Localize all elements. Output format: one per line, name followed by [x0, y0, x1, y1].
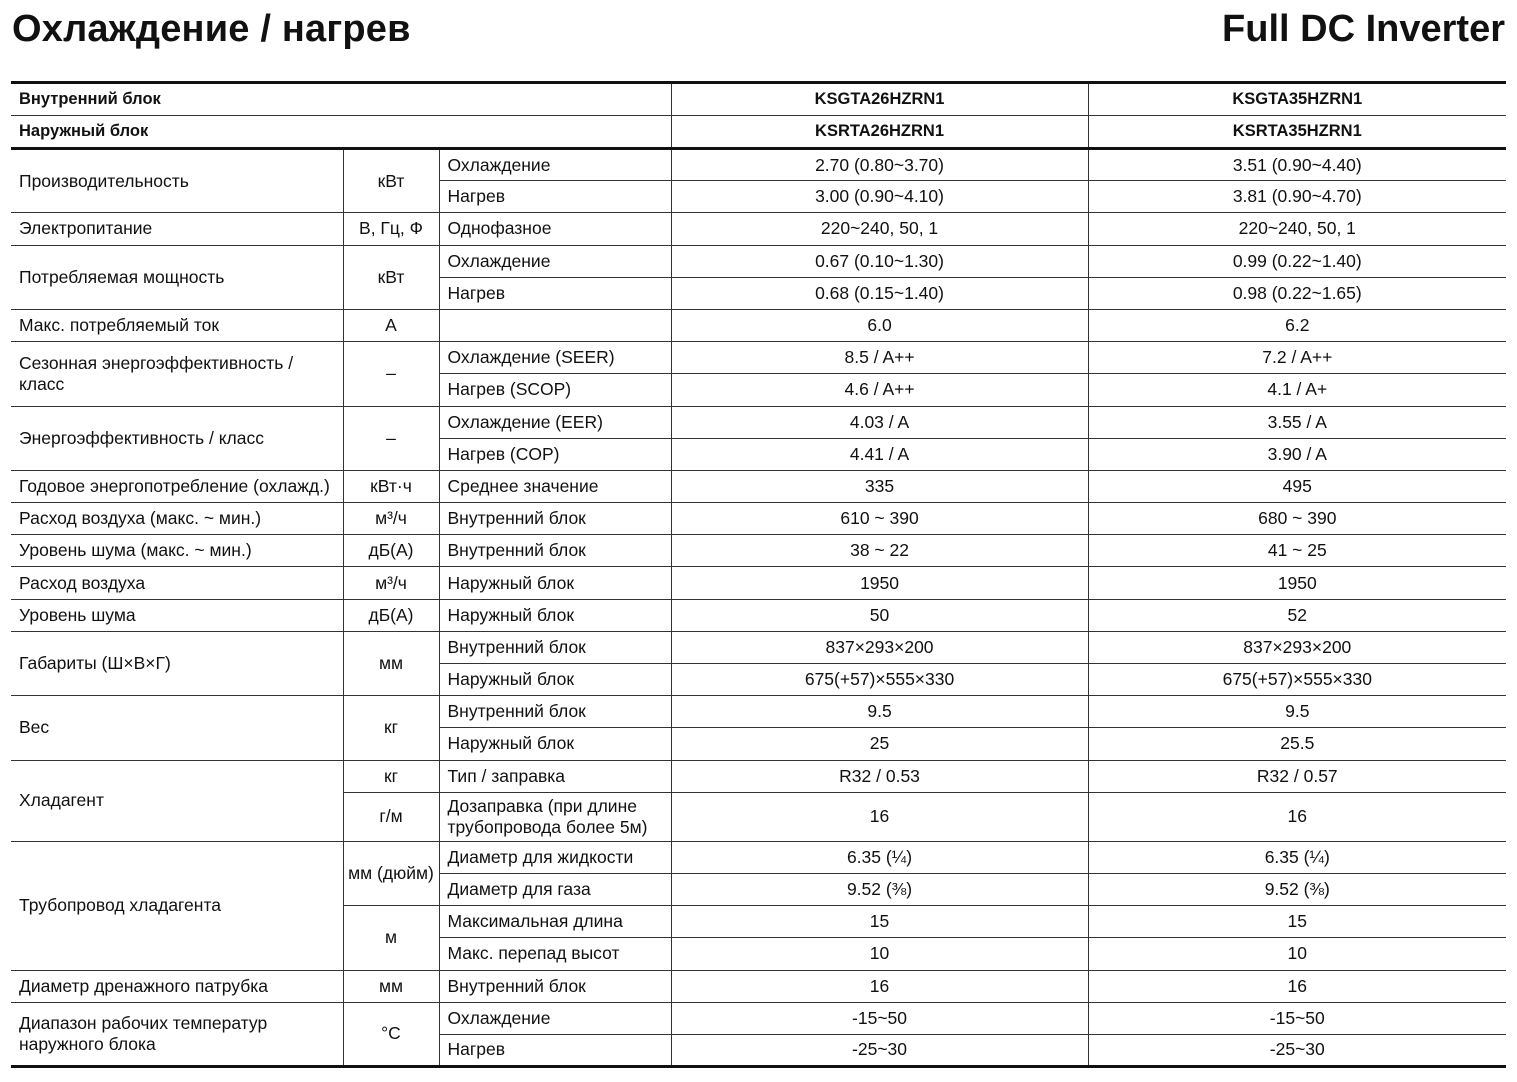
value-model-1: 15: [671, 906, 1088, 938]
page-title: Охлаждение / нагрев: [12, 8, 411, 50]
spec-row: [11, 309, 1506, 341]
parameter-name: Вес: [11, 696, 343, 760]
parameter-name: Диаметр дренажного патрубка: [11, 970, 343, 1002]
sub-parameter: Внутренний блок: [439, 970, 671, 1002]
parameter-name: Габариты (Ш×В×Г): [11, 631, 343, 695]
sub-parameter: [439, 309, 671, 341]
value-model-2: 16: [1088, 970, 1506, 1002]
indoor-model-1: KSGTA26HZRN1: [671, 83, 1088, 116]
sub-parameter: Среднее значение: [439, 470, 671, 502]
value-model-1: 10: [671, 938, 1088, 970]
value-model-2: 495: [1088, 470, 1506, 502]
value-model-2: 3.55 / A: [1088, 406, 1506, 438]
spec-row: [11, 245, 1506, 277]
value-model-2: 3.81 (0.90~4.70): [1088, 181, 1506, 213]
value-model-1: 3.00 (0.90~4.10): [671, 181, 1088, 213]
value-model-1: 675(+57)×555×330: [671, 664, 1088, 696]
parameter-name: Потребляемая мощность: [11, 245, 343, 309]
unit-cell: дБ(А): [343, 535, 439, 567]
sub-parameter: Охлаждение (EER): [439, 406, 671, 438]
value-model-2: 3.51 (0.90~4.40): [1088, 149, 1506, 181]
value-model-2: 675(+57)×555×330: [1088, 664, 1506, 696]
value-model-1: 25: [671, 728, 1088, 760]
unit-cell: мм (дюйм): [343, 841, 439, 905]
value-model-2: 9.52 (⅜): [1088, 873, 1506, 905]
unit-cell: кВт: [343, 149, 439, 213]
parameter-name: Расход воздуха (макс. ~ мин.): [11, 503, 343, 535]
parameter-name: Электропитание: [11, 213, 343, 245]
unit-cell: кг: [343, 760, 439, 792]
value-model-1: 8.5 / A++: [671, 342, 1088, 374]
spec-row: [11, 535, 1506, 567]
outdoor-model-1: KSRTA26HZRN1: [671, 116, 1088, 149]
value-model-1: 9.52 (⅜): [671, 873, 1088, 905]
value-model-2: 7.2 / A++: [1088, 342, 1506, 374]
value-model-2: 837×293×200: [1088, 631, 1506, 663]
sub-parameter: Диаметр для газа: [439, 873, 671, 905]
value-model-2: 4.1 / A+: [1088, 374, 1506, 406]
unit-cell: м: [343, 906, 439, 970]
sub-parameter: Дозаправка (при длине трубопровода более 5м): [439, 792, 671, 841]
sub-parameter: Нагрев: [439, 1034, 671, 1066]
value-model-2: 1950: [1088, 567, 1506, 599]
value-model-2: 220~240, 50, 1: [1088, 213, 1506, 245]
sub-parameter: Нагрев: [439, 181, 671, 213]
parameter-name: Уровень шума: [11, 599, 343, 631]
value-model-1: 50: [671, 599, 1088, 631]
value-model-2: 10: [1088, 938, 1506, 970]
spec-row: [11, 567, 1506, 599]
value-model-1: 837×293×200: [671, 631, 1088, 663]
unit-cell: дБ(А): [343, 599, 439, 631]
unit-cell: г/м: [343, 792, 439, 841]
spec-row: [11, 696, 1506, 728]
value-model-2: 15: [1088, 906, 1506, 938]
parameter-name: Уровень шума (макс. ~ мин.): [11, 535, 343, 567]
sub-parameter: Нагрев (COP): [439, 438, 671, 470]
unit-cell: м³/ч: [343, 503, 439, 535]
value-model-1: 0.67 (0.10~1.30): [671, 245, 1088, 277]
indoor-model-2: KSGTA35HZRN1: [1088, 83, 1506, 116]
indoor-unit-label: Внутренний блок: [11, 83, 671, 116]
sub-parameter: Макс. перепад высот: [439, 938, 671, 970]
value-model-2: 6.35 (¼): [1088, 841, 1506, 873]
value-model-2: 6.2: [1088, 309, 1506, 341]
outdoor-unit-label: Наружный блок: [11, 116, 671, 149]
value-model-1: R32 / 0.53: [671, 760, 1088, 792]
value-model-1: 16: [671, 970, 1088, 1002]
spec-row: [11, 631, 1506, 663]
sub-parameter: Охлаждение: [439, 149, 671, 181]
sub-parameter: Однофазное: [439, 213, 671, 245]
spec-row: [11, 213, 1506, 245]
unit-cell: мм: [343, 970, 439, 1002]
unit-cell: мм: [343, 631, 439, 695]
value-model-1: 4.03 / A: [671, 406, 1088, 438]
outdoor-model-2: KSRTA35HZRN1: [1088, 116, 1506, 149]
sub-parameter: Нагрев: [439, 277, 671, 309]
value-model-2: 0.98 (0.22~1.65): [1088, 277, 1506, 309]
value-model-1: 38 ~ 22: [671, 535, 1088, 567]
spec-row: [11, 760, 1506, 792]
parameter-name: Трубопровод хладагента: [11, 841, 343, 970]
sub-parameter: Диаметр для жидкости: [439, 841, 671, 873]
value-model-1: 6.0: [671, 309, 1088, 341]
value-model-1: 220~240, 50, 1: [671, 213, 1088, 245]
value-model-1: 1950: [671, 567, 1088, 599]
value-model-2: 52: [1088, 599, 1506, 631]
spec-row: [11, 149, 1506, 181]
value-model-1: 610 ~ 390: [671, 503, 1088, 535]
parameter-name: Сезонная энергоэффективность / класс: [11, 342, 343, 406]
value-model-1: 6.35 (¼): [671, 841, 1088, 873]
unit-cell: м³/ч: [343, 567, 439, 599]
unit-cell: кВт: [343, 245, 439, 309]
spec-row: [11, 1002, 1506, 1034]
sub-parameter: Внутренний блок: [439, 503, 671, 535]
sub-parameter: Тип / заправка: [439, 760, 671, 792]
sub-parameter: Охлаждение: [439, 245, 671, 277]
sub-parameter: Максимальная длина: [439, 906, 671, 938]
sub-parameter: Внутренний блок: [439, 631, 671, 663]
spec-row: [11, 342, 1506, 374]
parameter-name: Годовое энергопотребление (охлажд.): [11, 470, 343, 502]
spec-row: [11, 841, 1506, 873]
spec-row: [11, 599, 1506, 631]
parameter-name: Макс. потребляемый ток: [11, 309, 343, 341]
sub-parameter: Охлаждение (SEER): [439, 342, 671, 374]
value-model-1: -25~30: [671, 1034, 1088, 1066]
unit-cell: –: [343, 342, 439, 406]
value-model-1: 4.6 / A++: [671, 374, 1088, 406]
value-model-2: -15~50: [1088, 1002, 1506, 1034]
parameter-name: Расход воздуха: [11, 567, 343, 599]
parameter-name: Диапазон рабочих температур наружного блока: [11, 1002, 343, 1066]
indoor-model-row: [11, 83, 1506, 116]
value-model-2: 680 ~ 390: [1088, 503, 1506, 535]
value-model-1: 335: [671, 470, 1088, 502]
parameter-name: Производительность: [11, 149, 343, 213]
unit-cell: кВт·ч: [343, 470, 439, 502]
spec-row: [11, 470, 1506, 502]
parameter-name: Энергоэффективность / класс: [11, 406, 343, 470]
sub-parameter: Внутренний блок: [439, 535, 671, 567]
spec-table: [11, 81, 1506, 1068]
value-model-1: 4.41 / A: [671, 438, 1088, 470]
unit-cell: В, Гц, Ф: [343, 213, 439, 245]
value-model-2: 16: [1088, 792, 1506, 841]
sub-parameter: Нагрев (SCOP): [439, 374, 671, 406]
spec-row: [11, 970, 1506, 1002]
value-model-2: 9.5: [1088, 696, 1506, 728]
parameter-name: Хладагент: [11, 760, 343, 841]
spec-row: [11, 406, 1506, 438]
sub-parameter: Наружный блок: [439, 599, 671, 631]
value-model-2: 0.99 (0.22~1.40): [1088, 245, 1506, 277]
unit-cell: А: [343, 309, 439, 341]
outdoor-model-row: [11, 116, 1506, 149]
value-model-1: 0.68 (0.15~1.40): [671, 277, 1088, 309]
value-model-2: 3.90 / A: [1088, 438, 1506, 470]
sub-parameter: Наружный блок: [439, 567, 671, 599]
series-title: Full DC Inverter: [1222, 8, 1505, 50]
sub-parameter: Наружный блок: [439, 728, 671, 760]
unit-cell: °С: [343, 1002, 439, 1066]
value-model-1: 9.5: [671, 696, 1088, 728]
value-model-2: R32 / 0.57: [1088, 760, 1506, 792]
spec-row: [11, 503, 1506, 535]
unit-cell: кг: [343, 696, 439, 760]
value-model-1: -15~50: [671, 1002, 1088, 1034]
sub-parameter: Охлаждение: [439, 1002, 671, 1034]
value-model-2: 41 ~ 25: [1088, 535, 1506, 567]
value-model-1: 2.70 (0.80~3.70): [671, 149, 1088, 181]
value-model-1: 16: [671, 792, 1088, 841]
sub-parameter: Наружный блок: [439, 664, 671, 696]
unit-cell: –: [343, 406, 439, 470]
sub-parameter: Внутренний блок: [439, 696, 671, 728]
value-model-2: -25~30: [1088, 1034, 1506, 1066]
value-model-2: 25.5: [1088, 728, 1506, 760]
